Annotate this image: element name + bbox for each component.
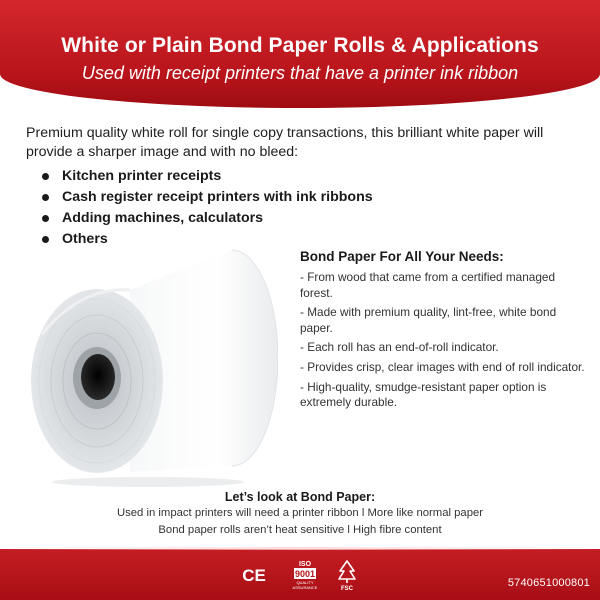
list-item: - Made with premium quality, lint-free, white bond paper. [300, 305, 557, 335]
barcode-number: 5740651000801 [507, 577, 590, 589]
bullet-icon [42, 194, 49, 201]
bottom-bar-highlight [0, 547, 600, 550]
list-item: - High-quality, smudge-resistant paper option is extremely durable. [300, 379, 547, 410]
iso-label: ISO [298, 561, 312, 568]
iso-9001-icon [292, 559, 318, 591]
footer-line: Bond paper rolls aren’t heat sensitive l High fibre content [158, 524, 442, 536]
ce-mark-icon [242, 566, 266, 583]
iso-number: 9001 [294, 569, 316, 579]
footer-line: Used in impact printers will need a printer ribbon l More like normal paper [116, 507, 484, 519]
intro-paragraph: Premium quality white roll for single copy transactions, this brilliant white paper will provide a sharper image and with no bleed: [26, 125, 544, 160]
list-item [40, 187, 373, 208]
ce-mark-text: CE [242, 566, 266, 583]
list-item [40, 166, 373, 187]
paper-roll-image [22, 238, 278, 488]
list-item: - Each roll has an end-of-roll indicator. [300, 340, 499, 355]
application-label: Others [62, 231, 108, 247]
list-item: - From wood that came from a certified managed forest. [300, 270, 556, 300]
features-list [300, 270, 585, 411]
fsc-label: FSC [341, 586, 353, 591]
iso-assurance: ASSURANCE [292, 585, 318, 590]
features-title: Bond Paper For All Your Needs: [300, 249, 504, 264]
application-label: Adding machines, calculators [62, 210, 264, 226]
fsc-tree-icon [336, 559, 358, 591]
list-item: - Provides crisp, clear images with end of roll indicator. [300, 359, 585, 374]
application-label: Cash register receipt printers with ink ribbons [62, 189, 373, 205]
header-banner [0, 0, 600, 108]
page-subtitle: Used with receipt printers that have a printer ink ribbon [81, 63, 519, 83]
bullet-icon [42, 215, 49, 222]
footer-heading: Let’s look at Bond Paper: [224, 490, 376, 504]
page-title: White or Plain Bond Paper Rolls & Applications [61, 34, 539, 57]
bullet-icon [42, 173, 49, 180]
features-panel [300, 249, 585, 415]
iso-quality: QUALITY [296, 580, 314, 585]
application-label: Kitchen printer receipts [62, 168, 222, 184]
list-item [40, 208, 373, 229]
